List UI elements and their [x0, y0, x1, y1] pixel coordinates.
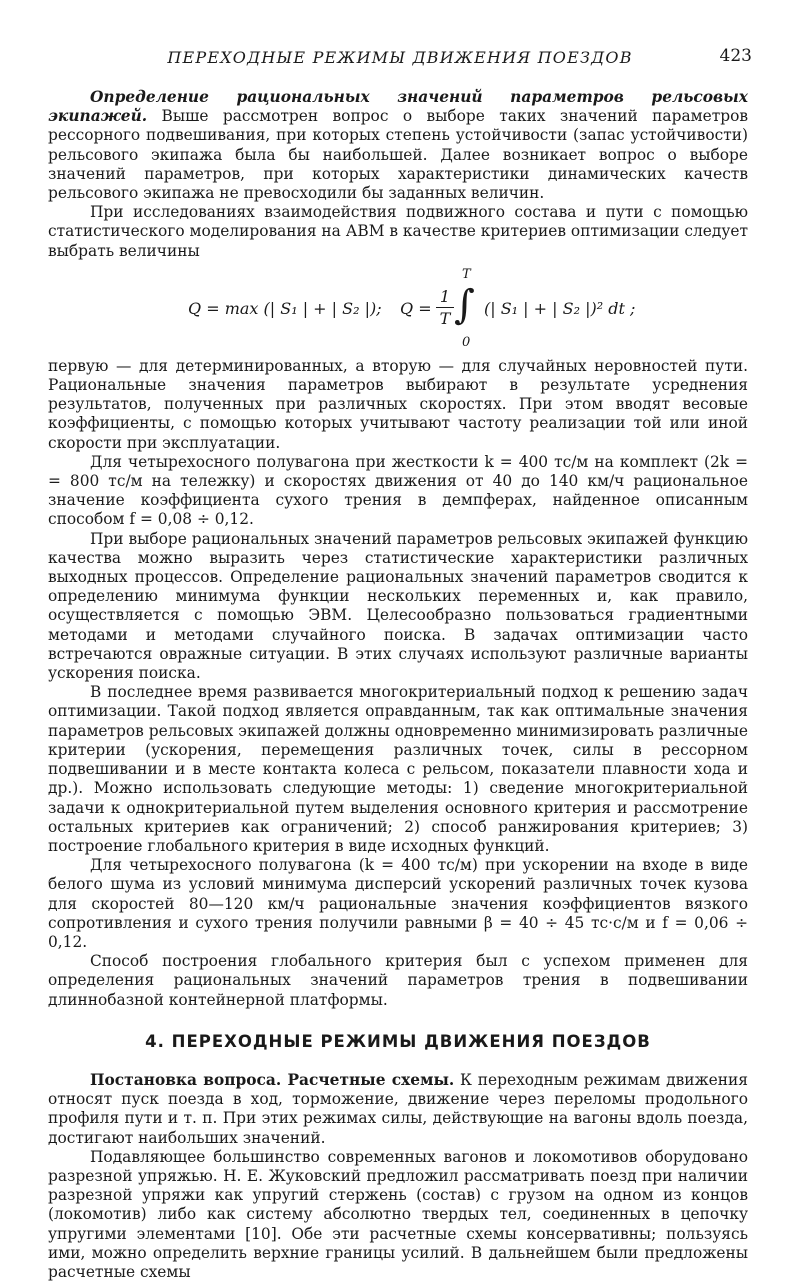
fraction-bar [436, 307, 454, 308]
page-header [48, 46, 752, 70]
paragraph-draft-gear: Подавляющее большинство современных вагонов и локомотивов оборудовано разрезной упряжью. Н. Е. Жуковский предложил рассматривать поезд при наличии разрезной упряжи как упругий стержень (состав) с грузом на одном из концов (локомотив) либо как систему абсолютно твердых тел, соединенных в цепочку упругими элементами [10]. Обе эти расчетные схемы консервативны; пользуясь ими, можно определить верхние границы усилий. В дальнейшем были предложены расчетные схемы [48, 1147, 748, 1281]
paragraph-gondola-dry-friction: Для четырехосного полувагона при жесткости k = 400 тс/м на комплект (2k = = 800 тс/м на тележку) и скоростях движения от 40 до 140 км/ч рациональное значение коэффициента сухого трения в демпферах, найденное описанным способом f = 0,08 ÷ 0,12. [48, 452, 748, 529]
formula-max: Q = max (| S₁ | + | S₂ |); [188, 298, 382, 318]
page-number: 423 [719, 46, 752, 66]
paragraph-criteria-usage: первую — для детерминированных, а вторую — для случайных неровностей пути. Рациональные значения параметров выбирают в результате усреднения результатов, полученных при различных скоростях. При этом вводят весовые коэффициенты, с помощью которых учитывают частоту реализации той или иной скорости при эксплуатации. [48, 356, 748, 452]
section-heading: 4. ПЕРЕХОДНЫЕ РЕЖИМЫ ДВИЖЕНИЯ ПОЕЗДОВ [145, 1031, 651, 1051]
paragraph-text: Выше рассмотрен вопрос о выборе таких значений параметров рессорного подвешивания, при которых степень устойчивости (запас устойчивости) рельсового экипажа была бы наибольшей. Далее возникает вопрос о выборе значений параметров, при которых характеристики динамических качеств рельсового экипажа не превосходили бы заданных величин. [48, 107, 748, 203]
fraction-numerator: 1 [439, 286, 451, 306]
formula-criteria [48, 265, 748, 353]
integral-lower-limit: 0 [462, 334, 471, 350]
integral-upper-limit: T [462, 266, 471, 282]
paragraph-global-criterion: Способ построения глобального критерия был с успехом применен для определения рациональных значений параметров трения в подвешивании длиннобазной контейнерной платформы. [48, 952, 748, 1009]
integral-sign: ∫ [454, 281, 475, 328]
paragraph-white-noise: Для четырехосного полувагона (k = 400 тс/м) при ускорении на входе в виде белого шума из условий минимума дисперсий ускорений различных точек кузова для скоростей 80—120 км/ч рациональные значения коэффициентов вязкого сопротивления и сухого трения получили равными β = 40 ÷ 45 тс·с/м и f = 0,06 ÷ 0,12. [48, 856, 748, 951]
paragraph-avm-criteria: При исследованиях взаимодействия подвижного состава и пути с помощью статистического моделирования на АВМ в качестве критериев оптимизации следует выбрать величины [48, 203, 748, 260]
run-in-heading: Определение рациональных значений параметров рельсовых экипажей. [48, 88, 748, 126]
paragraph-problem-statement [48, 1071, 748, 1148]
paragraph-multicriteria: В последнее время развивается многокритериальный подход к решению задач оптимизации. Такой подход является оправданным, так как оптимальные значения параметров рельсовых экипажей должны одновременно минимизировать различные критерии (ускорения, перемещения различных точек, силы в рессорном подвешивании и в месте контакта колеса с рельсом, показатели плавности хода и др.). Можно использовать следующие методы: 1) сведение многокритериальной задачи к однокритериальной путем выделения основного критерия и рассмотрение остальных критериев как ограничений; 2) способ ранжирования критериев; 3) построение глобального критерия в виде исходных функций. [48, 683, 748, 855]
page-body [48, 88, 748, 1282]
fraction-denominator: T [439, 308, 451, 328]
run-in-heading: Постановка вопроса. Расчетные схемы. [90, 1070, 455, 1089]
formula-integrand: (| S₁ | + | S₂ |)² dt ; [484, 298, 636, 318]
formula-q-lhs: Q = [400, 298, 432, 318]
running-title: ПЕРЕХОДНЫЕ РЕЖИМЫ ДВИЖЕНИЯ ПОЕЗДОВ [167, 48, 633, 67]
paragraph-quality-function: При выборе рациональных значений параметров рельсовых экипажей функцию качества можно выразить через статистические характеристики различных выходных процессов. Определение рациональных значений параметров сводится к определению минимума функции нескольких переменных и, как правило, осуществляется с помощью ЭВМ. Целесообразно пользоваться градиентными методами и методами случайного поиска. В задачах оптимизации часто встречаются овражные ситуации. В этих случаях используют различные варианты ускорения поиска. [48, 529, 748, 683]
paragraph-text: К переходным режимам движения относят пуск поезда в ход, торможение, движение через переломы продольного профиля пути и т. п. При этих режимах силы, действующие на вагоны вдоль поезда, достигают наибольших значений. [48, 1070, 748, 1147]
paragraph-rational-parameters [48, 88, 748, 203]
